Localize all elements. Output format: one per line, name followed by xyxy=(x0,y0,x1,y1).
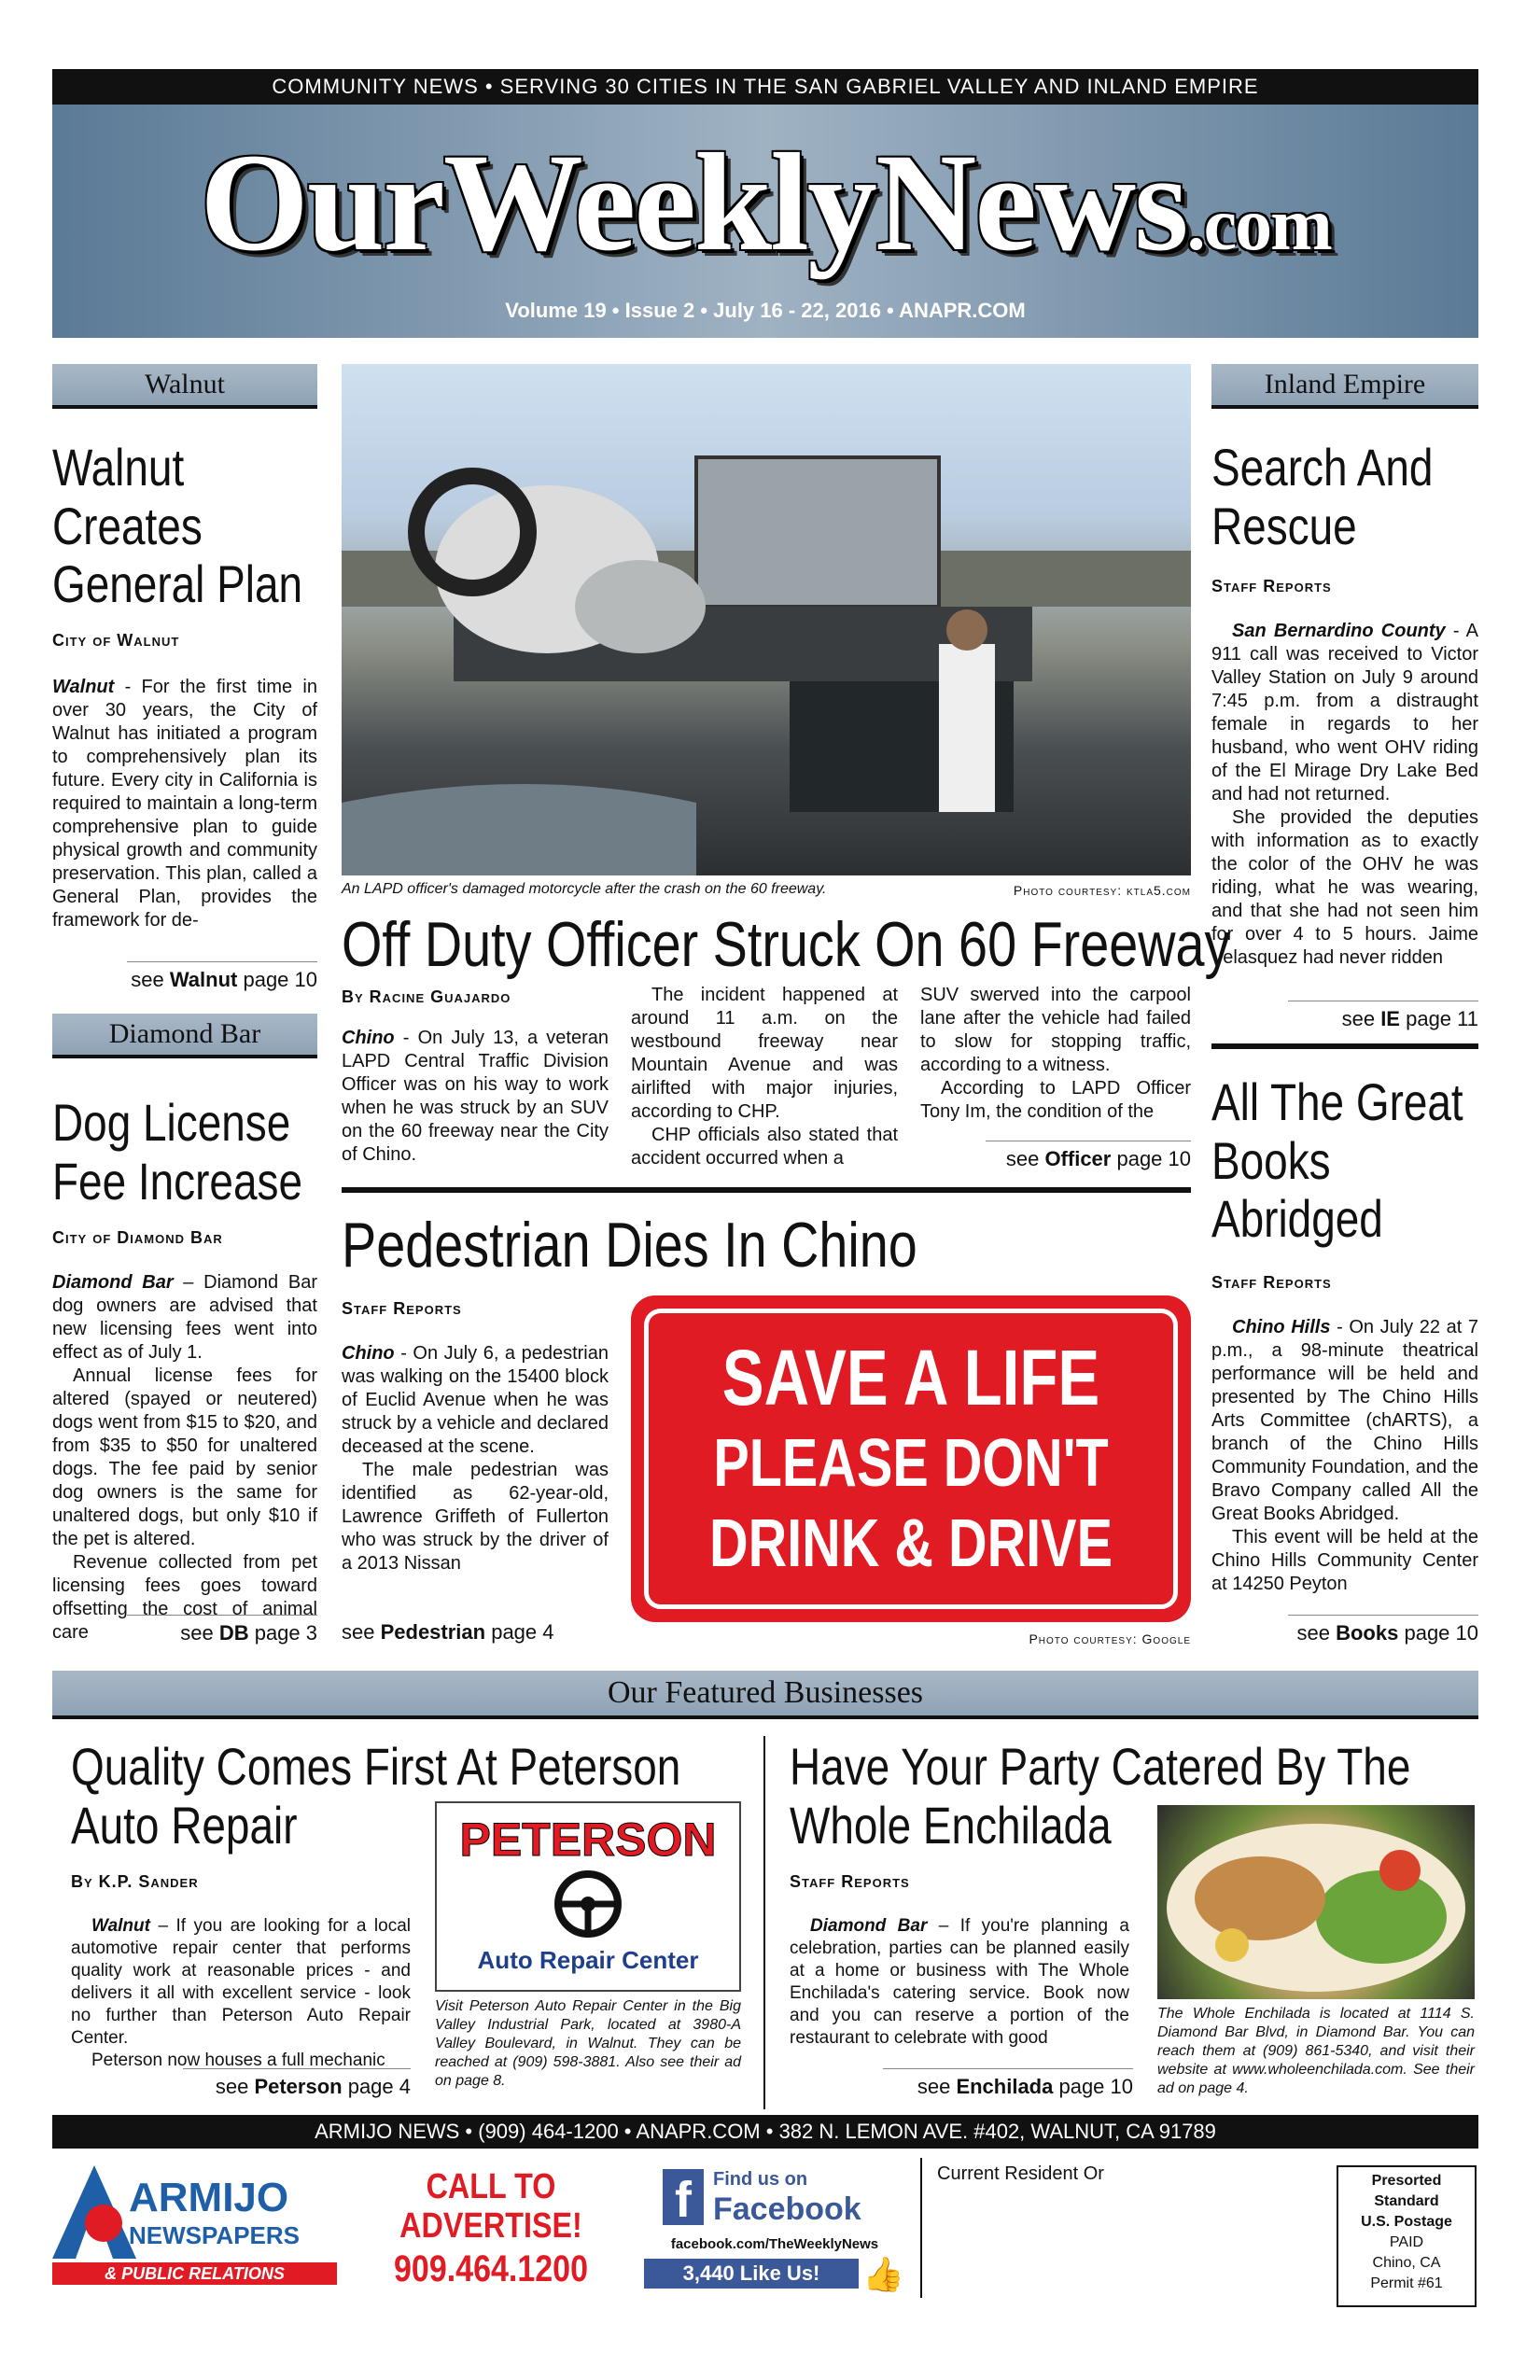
steering-wheel-icon xyxy=(537,1867,639,1941)
see-bold: Officer xyxy=(1044,1147,1112,1170)
see-pre: see xyxy=(917,2075,957,2098)
lead: Diamond Bar xyxy=(52,1272,174,1293)
article-col2 xyxy=(631,984,898,1170)
lead: Chino xyxy=(342,1343,395,1364)
postage-line: Standard xyxy=(1374,2193,1439,2209)
article-body xyxy=(1211,1316,1478,1596)
armijo-logo xyxy=(52,2165,351,2296)
lead: Chino Hills xyxy=(1232,1317,1331,1337)
see-enchilada-link[interactable] xyxy=(883,2068,1133,2099)
headline[interactable]: Pedestrian Dies In Chino xyxy=(342,1210,917,1281)
title-com: .com xyxy=(1186,184,1331,266)
para: The incident happened at around 11 a.m. on the westbound freeway near Mountain Avenue and was airlifted with major injuries, according to CHP. xyxy=(631,985,898,1122)
see-post: page 3 xyxy=(248,1621,317,1645)
headline[interactable]: Have Your Party Catered By The Whole Enchilada xyxy=(790,1737,1411,1855)
sign-line1: SAVE A LIFE xyxy=(721,1334,1100,1421)
article-col3 xyxy=(920,984,1191,1124)
headline[interactable]: Quality Comes First At Peterson Auto Repair xyxy=(71,1737,681,1855)
masthead-volume: Volume 19 • Issue 2 • July 16 - 22, 2016 • ANAPR.COM xyxy=(505,299,1026,322)
postage-line: Permit #61 xyxy=(1370,2275,1443,2291)
postage-line: U.S. Postage xyxy=(1361,2214,1452,2230)
section-inland-empire: Inland Empire xyxy=(1211,364,1478,409)
see-pre: see xyxy=(342,1620,381,1644)
see-officer-link[interactable] xyxy=(986,1141,1191,1171)
lead: Diamond Bar xyxy=(810,1916,928,1936)
headline[interactable]: Dog License Fee Increase xyxy=(52,1093,303,1211)
section-featured: Our Featured Businesses xyxy=(52,1671,1478,1719)
photo-illustration xyxy=(342,364,1191,875)
photo-credit: Photo courtesy: ktla5.com xyxy=(1013,883,1191,898)
masthead-tagline: COMMUNITY NEWS • SERVING 30 CITIES IN THE SAN GABRIEL VALLEY AND INLAND EMPIRE xyxy=(52,69,1478,105)
fb-find: Find us on xyxy=(713,2169,808,2190)
armijo-a-icon xyxy=(52,2165,136,2259)
armijo-name: ARMIJO xyxy=(129,2175,289,2220)
byline: Staff Reports xyxy=(1211,1273,1332,1292)
see-post: page 10 xyxy=(1398,1621,1478,1645)
postage-box xyxy=(1337,2165,1477,2307)
see-bold: Books xyxy=(1336,1621,1399,1645)
title-news: News xyxy=(875,125,1187,280)
article-search-rescue xyxy=(1211,439,1491,555)
logo-top: PETERSON xyxy=(459,1813,717,1866)
headline[interactable]: All The Great Books Abridged xyxy=(1211,1072,1463,1249)
lead: Chino xyxy=(342,1028,395,1048)
para: She provided the deputies with information as to exactly the color of the OHV he was riding, what he was wearing, and that she had not seen him for over 4 to 5 hours. Jaime Velasquez had never ridden xyxy=(1211,807,1478,968)
headline[interactable]: Search And Rescue xyxy=(1211,438,1434,555)
text: – If you're planning a celebration, parties can be planned easily at a home or business with The Whole Enchilada's catering service. Book now and you can reserve a portion of the restaurant to celebrate with good xyxy=(790,1916,1129,2048)
article-walnut xyxy=(52,439,332,614)
facebook-block[interactable] xyxy=(644,2165,905,2296)
section-diamond-bar: Diamond Bar xyxy=(52,1014,317,1058)
armijo-sub: NEWSPAPERS xyxy=(129,2221,300,2249)
see-bold: Walnut xyxy=(169,968,238,991)
title-our: Our xyxy=(200,125,443,280)
masthead-title xyxy=(52,123,1478,304)
food-illustration xyxy=(1157,1805,1475,1999)
enchilada-food-photo xyxy=(1157,1805,1475,1999)
see-post: page 10 xyxy=(1053,2075,1133,2098)
see-books-link[interactable] xyxy=(1288,1615,1478,1645)
title-weekly: Weekly xyxy=(442,125,875,280)
see-post: page 4 xyxy=(342,2075,411,2098)
byline: By K.P. Sander xyxy=(71,1872,199,1891)
mailing-divider xyxy=(920,2158,922,2298)
headline[interactable]: Off Duty Officer Struck On 60 Freeway xyxy=(342,909,1231,980)
text: - On July 6, a pedestrian was walking on the 15400 block of Euclid Avenue when he was struck by a vehicle and declared deceased at the scene. xyxy=(342,1343,609,1457)
see-pre: see xyxy=(1341,1007,1381,1030)
lead: Walnut xyxy=(91,1916,150,1936)
postage-line: PAID xyxy=(1389,2234,1424,2250)
see-pre: see xyxy=(1005,1147,1045,1170)
see-pedestrian-link[interactable] xyxy=(342,1615,609,1645)
see-pre: see xyxy=(215,2075,255,2098)
see-bold: Enchilada xyxy=(956,2075,1054,2098)
article-col1 xyxy=(342,1027,609,1167)
para: Annual license fees for altered (spayed or neutered) dogs went from $15 to $20, and from $35 to $50 for unaltered dogs. The fee paid by senior dog owners is the same for unaltered dogs, but only $10 if the pet is altered. xyxy=(52,1365,317,1549)
lead: Walnut xyxy=(52,677,115,697)
article-pedestrian xyxy=(342,1210,995,1281)
fb-url[interactable]: facebook.com/TheWeeklyNews xyxy=(670,2236,879,2252)
byline: Staff Reports xyxy=(1211,577,1332,595)
column-divider xyxy=(763,1736,765,2109)
fb-likes: 3,440 Like Us! xyxy=(644,2259,859,2289)
headline[interactable]: Walnut Creates General Plan xyxy=(52,438,303,614)
see-bold: DB xyxy=(218,1621,249,1645)
see-walnut-link[interactable] xyxy=(127,961,317,992)
sign-line2: PLEASE DON'T xyxy=(713,1426,1109,1501)
text: - For the first time in over 30 years, the City of Walnut has initiated a program to comprehensively plan its future. Every city in California is required to maintain a long-term comprehensive plan to guide physical growth and community preservation. This plan, called a General Plan, provides the framework for de- xyxy=(52,677,317,931)
section-walnut: Walnut xyxy=(52,364,317,409)
peterson-logo xyxy=(435,1801,741,1992)
see-ie-link[interactable] xyxy=(1288,1001,1478,1031)
motorcycle-photo xyxy=(342,364,1191,875)
see-bold: Pedestrian xyxy=(380,1620,486,1644)
lead: San Bernardino County xyxy=(1232,621,1446,641)
see-post: page 10 xyxy=(237,968,317,991)
see-bold: IE xyxy=(1380,1007,1400,1030)
thumbs-up-icon: 👍 xyxy=(862,2255,904,2293)
byline: By Racine Guajardo xyxy=(342,987,511,1006)
para: Revenue collected from pet licensing fees goes toward offsetting the cost of animal care xyxy=(52,1552,317,1643)
byline: Staff Reports xyxy=(342,1299,462,1318)
call-to-advertise[interactable] xyxy=(370,2167,612,2292)
footer-bar: ARMIJO NEWS • (909) 464-1200 • ANAPR.COM • 382 N. LEMON AVE. #402, WALNUT, CA 91789 xyxy=(52,2115,1478,2149)
article-body xyxy=(52,676,317,960)
facebook-icon: f xyxy=(663,2169,704,2225)
see-post: page 10 xyxy=(1111,1147,1191,1170)
see-pre: see xyxy=(131,968,170,991)
photo-caption: An LAPD officer's damaged motorcycle after the crash on the 60 freeway. xyxy=(342,881,827,897)
text: - On July 22 at 7 p.m., a 98-minute theatrical performance will be held and presented by The Chino Hills Arts Committee (chARTS), a branch of the Chino Hills Community Foundation, and the Bravo Company called All the Great Books Abridged. xyxy=(1211,1317,1478,1524)
save-a-life-sign xyxy=(631,1295,1191,1622)
article-dog-license xyxy=(52,1094,332,1211)
byline: City of Walnut xyxy=(52,631,180,650)
para: Peterson now houses a full mechanic xyxy=(91,2051,385,2070)
para: This event will be held at the Chino Hills Community Center at 14250 Peyton xyxy=(1211,1527,1478,1594)
fb-name: Facebook xyxy=(713,2191,861,2227)
see-post: page 11 xyxy=(1399,1007,1478,1030)
see-peterson-link[interactable] xyxy=(183,2068,411,2099)
article-body xyxy=(1211,620,1478,971)
divider xyxy=(1211,1043,1478,1049)
phone-number: 909.464.1200 xyxy=(394,2248,588,2289)
article-body xyxy=(342,1342,609,1613)
postage-line: Presorted xyxy=(1371,2173,1442,2189)
call-line1: CALL TO xyxy=(426,2167,556,2206)
divider xyxy=(342,1187,1191,1193)
sign-credit: Photo courtesy: Google xyxy=(1029,1631,1191,1646)
see-pre: see xyxy=(180,1621,219,1645)
article-body xyxy=(71,1915,411,2070)
byline: City of Diamond Bar xyxy=(52,1228,223,1247)
masthead xyxy=(52,105,1478,338)
article-great-books xyxy=(1211,1073,1491,1249)
byline: Staff Reports xyxy=(790,1872,910,1891)
see-post: page 4 xyxy=(485,1620,554,1644)
article-body xyxy=(790,1915,1129,2048)
armijo-pr: & PUBLIC RELATIONS xyxy=(52,2262,337,2285)
postage-line: Chino, CA xyxy=(1372,2255,1441,2271)
text: – Diamond Bar dog owners are advised that new licensing fees went into effect as of July 1. xyxy=(52,1272,317,1363)
peterson-caption: Visit Peterson Auto Repair Center in the Big Valley Industrial Park, located at 3980-A Valley Boulevard, in Walnut. They can be reached at (909) 598-3881. Also see their ad on page 8. xyxy=(435,1998,741,2089)
para: According to LAPD Officer Tony Im, the condition of the xyxy=(920,1078,1191,1122)
see-db-link[interactable] xyxy=(127,1615,317,1645)
see-pre: see xyxy=(1296,1621,1337,1645)
text: – If you are looking for a local automotive repair center that performs quality work at reasonable prices - and delivers it all with excellent service - look no further than Peterson Auto Repair Center. xyxy=(71,1916,411,2048)
text: - A 911 call was received to Victor Valley Station on July 9 around 7:45 p.m. from a distraught female in regards to her husband, who went OHV riding of the El Mirage Dry Lake Bed and had not returned. xyxy=(1211,621,1478,805)
article-officer xyxy=(342,909,1275,980)
see-bold: Peterson xyxy=(254,2075,343,2098)
enchilada-caption: The Whole Enchilada is located at 1114 S. Diamond Bar Blvd, in Diamond Bar. You can reach them at (909) 861-5340, and visit their website at www.wholeenchilada.com. See their ad on page 4. xyxy=(1157,2006,1475,2096)
logo-bottom: Auto Repair Center xyxy=(477,1946,699,1974)
call-line2: ADVERTISE! xyxy=(399,2206,582,2246)
sign-line3: DRINK & DRIVE xyxy=(708,1506,1113,1581)
para: SUV swerved into the carpool lane after the vehicle had failed to slow for stopping traffic, according to a witness. xyxy=(920,985,1191,1075)
text: - On July 13, a veteran LAPD Central Traffic Division Officer was on his way to work when he was struck by an SUV on the 60 freeway near the City of Chino. xyxy=(342,1028,609,1165)
current-resident: Current Resident Or xyxy=(937,2163,1104,2184)
para: CHP officials also stated that accident occurred when a xyxy=(631,1125,898,1169)
para: The male pedestrian was identified as 62-year-old, Lawrence Griffeth of Fullerton who was struck by the driver of a 2013 Nissan xyxy=(342,1460,609,1574)
